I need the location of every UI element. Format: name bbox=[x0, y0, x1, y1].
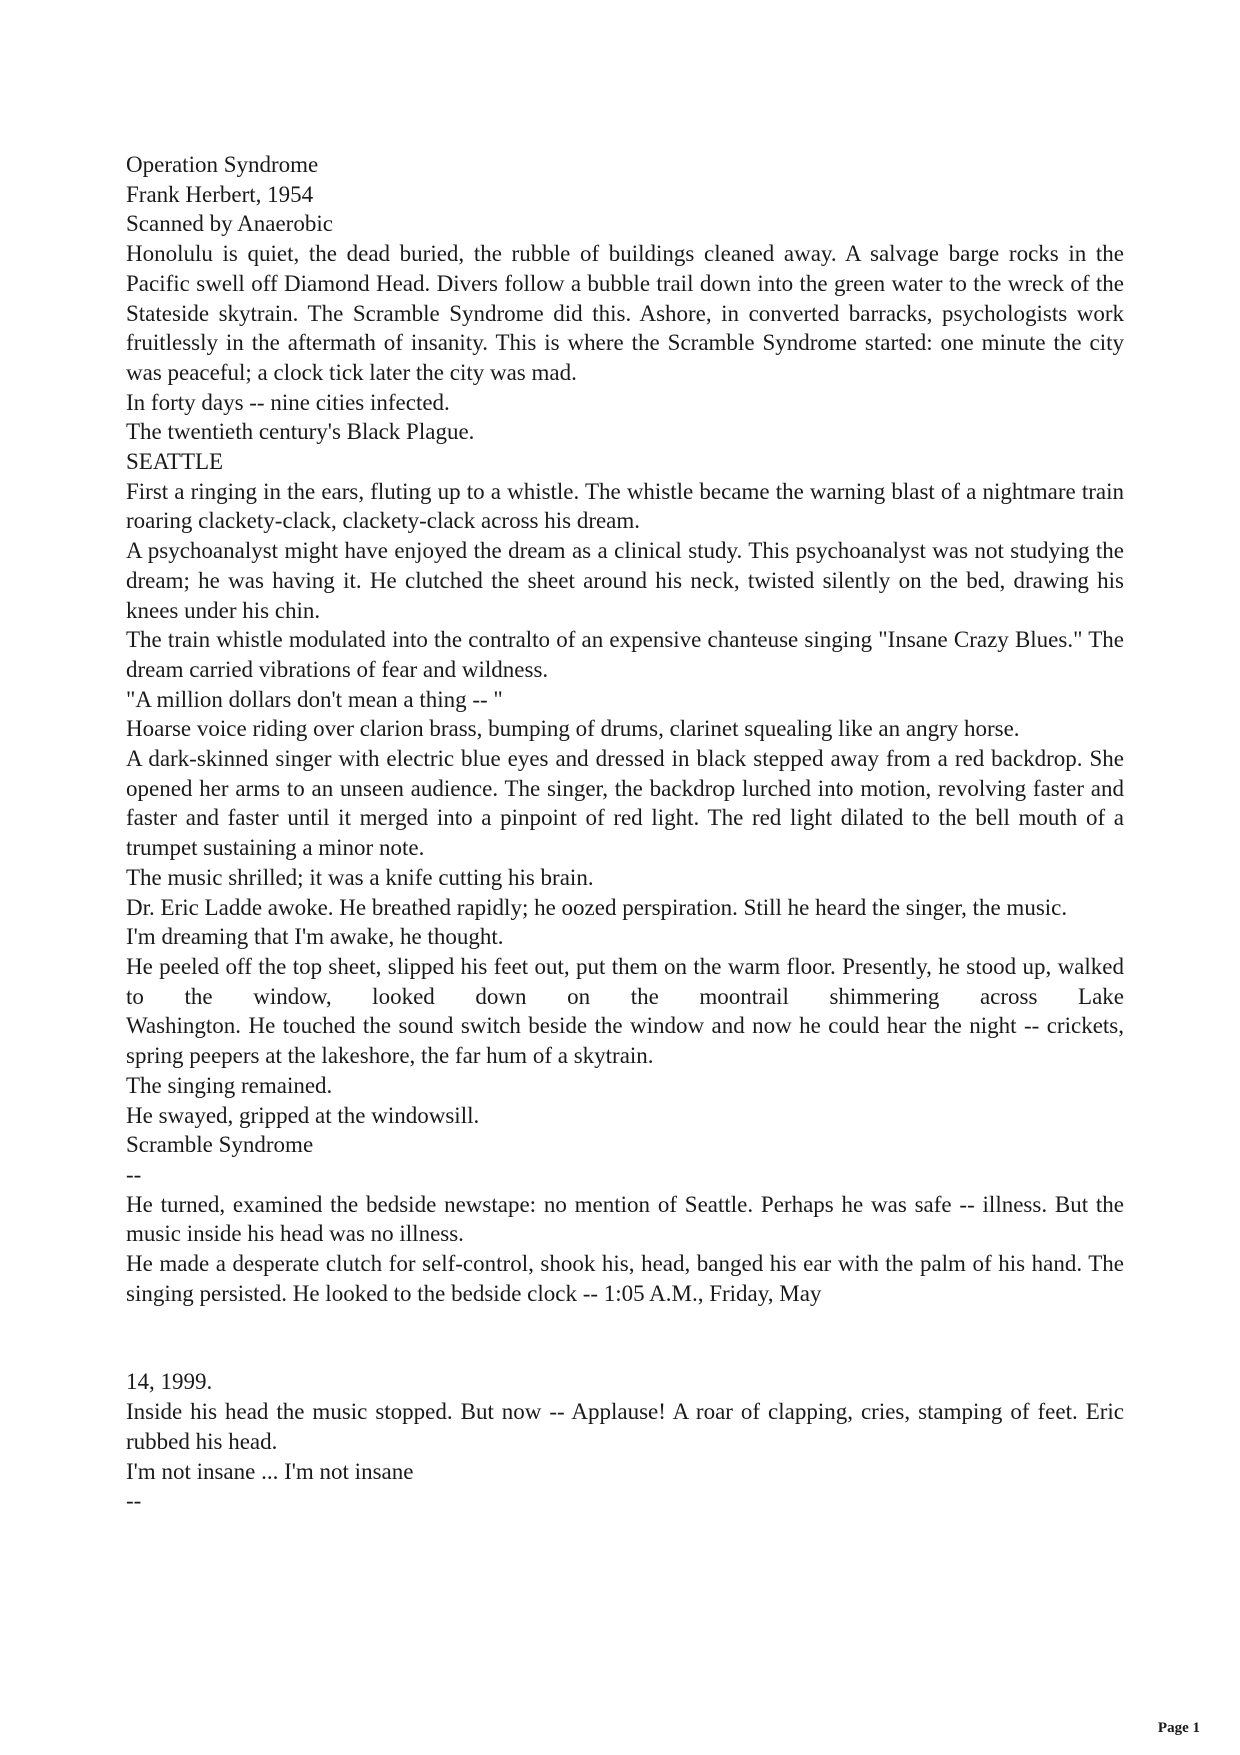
paragraph-eric-awoke: Dr. Eric Ladde awoke. He breathed rapidly; he oozed perspiration. Still he heard the singer, the music. bbox=[126, 894, 1068, 920]
section-heading-seattle: SEATTLE bbox=[126, 449, 224, 475]
paragraph-train-whistle: The train whistle modulated into the contralto of an expensive chanteuse singing "Insane Crazy Blues." The dream carried vibrations of fear and wildness. bbox=[126, 627, 1124, 682]
paragraph-black-plague: The twentieth century's Black Plague. bbox=[126, 419, 475, 445]
paragraph-million-dollars: "A million dollars don't mean a thing -- " bbox=[126, 686, 503, 712]
scan-credit: Scanned by Anaerobic bbox=[126, 211, 333, 237]
paragraph-desperate-clutch: He made a desperate clutch for self-control, shook his, head, banged his ear with the palm of his hand. The singing persisted. He looked to the bedside clock -- 1:05 A.M., Friday, May bbox=[126, 1251, 1124, 1306]
paragraph-newstape: He turned, examined the bedside newstape: no mention of Seattle. Perhaps he was safe -- illness. But the music inside his head was no illness. bbox=[126, 1191, 1124, 1247]
paragraph-singing-remained: The singing remained. bbox=[126, 1072, 333, 1098]
paragraph-date: 14, 1999. bbox=[126, 1369, 213, 1395]
paragraph-ringing: First a ringing in the ears, fluting up to a whistle. The whistle became the warning blast of a nightmare train roaring clackety-clack, clackety-clack across his dream. bbox=[126, 478, 1124, 534]
paragraph-gap bbox=[126, 1308, 1124, 1367]
paragraph-top-sheet: He peeled off the top sheet, slipped his feet out, put them on the warm floor. Presently, he stood up, walked to the window, looked down on the moontrail shimmering across Lake bbox=[126, 953, 1124, 1009]
paragraph-hoarse-voice: Hoarse voice riding over clarion brass, bumping of drums, clarinet squealing like an angry horse. bbox=[126, 716, 1020, 742]
dash-separator: -- bbox=[126, 1161, 142, 1187]
paragraph-singer: A dark-skinned singer with electric blue eyes and dressed in black stepped away from a red backdrop. She opened her arms to an unseen audience. The singer, the backdrop lurched into motion, revolving faster and faster and faster until it merged into a pinpoint of red light. The red light dilated to the bell mouth of a trumpet sustaining a minor note. bbox=[126, 746, 1124, 861]
paragraph-forty-days: In forty days -- nine cities infected. bbox=[126, 389, 450, 415]
paragraph-washington: Washington. He touched the sound switch beside the window and now he could hear the night -- crickets, spring peepers at the lakeshore, the far hum of a skytrain. bbox=[126, 1013, 1124, 1069]
story-author: Frank Herbert, 1954 bbox=[126, 181, 314, 207]
story-title: Operation Syndrome bbox=[126, 152, 319, 177]
paragraph-dreaming-awake: I'm dreaming that I'm awake, he thought. bbox=[126, 924, 504, 950]
document-body bbox=[126, 150, 1124, 1516]
paragraph-music-shrilled: The music shrilled; it was a knife cutting his brain. bbox=[126, 864, 594, 890]
paragraph-not-insane: I'm not insane ... I'm not insane bbox=[126, 1458, 414, 1484]
paragraph-scramble-syndrome: Scramble Syndrome bbox=[126, 1132, 314, 1158]
paragraph-psychoanalyst: A psychoanalyst might have enjoyed the dream as a clinical study. This psychoanalyst was not studying the dream; he was having it. He clutched the sheet around his neck, twisted silently on the bed, drawing his knees under his chin. bbox=[126, 538, 1124, 623]
paragraph-honolulu: Honolulu is quiet, the dead buried, the rubble of buildings cleaned away. A salvage barge rocks in the Pacific swell off Diamond Head. Divers follow a bubble trail down into the green water to the wreck of the Stateside skytrain. The Scramble Syndrome did this. Ashore, in converted barracks, psychologists work fruitlessly in the aftermath of insanity. This is where the Scramble Syndrome started: one minute the city was peaceful; a clock tick later the city was mad. bbox=[126, 241, 1124, 385]
paragraph-swayed: He swayed, gripped at the windowsill. bbox=[126, 1102, 480, 1128]
page-number: Page 1 bbox=[1157, 1720, 1200, 1736]
dash-separator-end: -- bbox=[126, 1488, 142, 1514]
paragraph-applause: Inside his head the music stopped. But now -- Applause! A roar of clapping, cries, stamping of feet. Eric rubbed his head. bbox=[126, 1399, 1124, 1454]
